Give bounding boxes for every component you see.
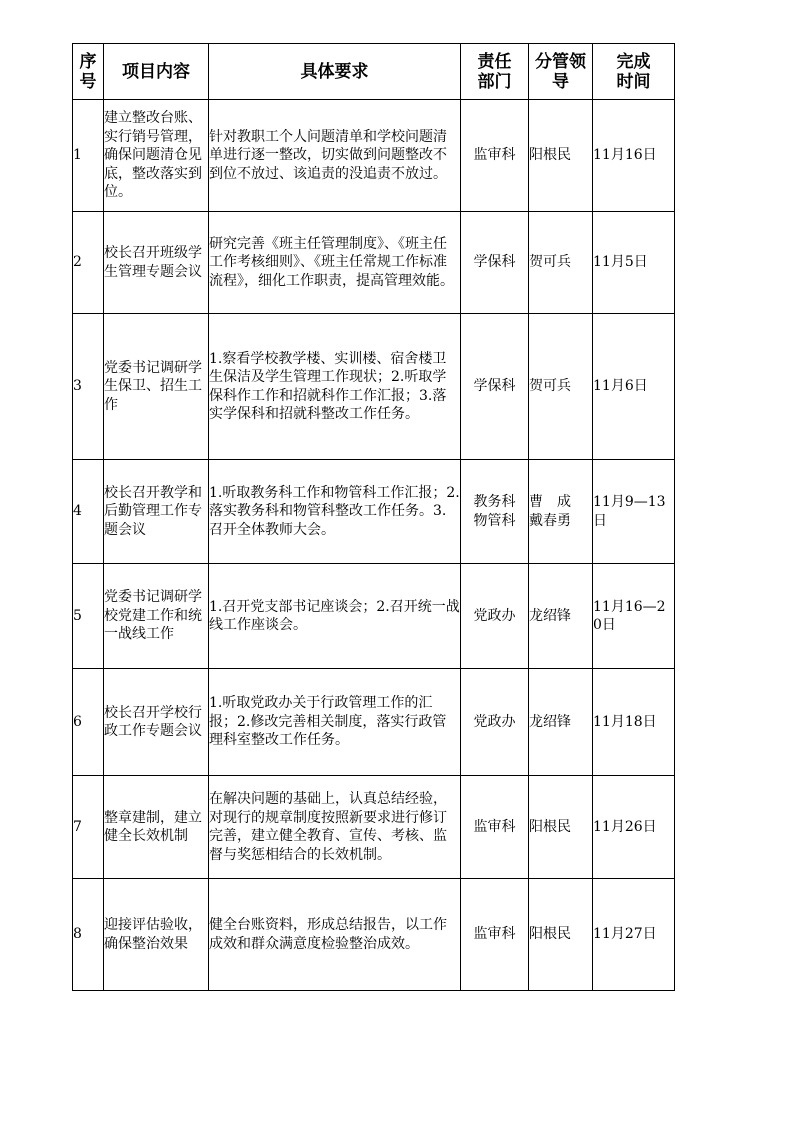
table-row: [73, 879, 675, 991]
header-leader: 分管领导: [529, 44, 593, 100]
row-item: 整章建制，建立健全长效机制: [104, 776, 209, 879]
leader-name: 阳根民: [529, 818, 571, 835]
row-leader: [529, 564, 593, 669]
row-seq: 4: [73, 460, 104, 564]
row-requirement: 研究完善《班主任管理制度》、《班主任工作考核细则》、《班主任常规工作标准流程》，细化工作职责，提高管理效能。: [209, 212, 461, 314]
row-leader: [529, 314, 593, 460]
leader-name: 阳根民: [529, 147, 571, 164]
leader-name: 龙绍锋: [529, 607, 571, 624]
row-deadline: 11月16—20日: [593, 564, 675, 669]
table-row: [73, 460, 675, 564]
row-deadline: 11月18日: [593, 669, 675, 776]
row-leader: [529, 212, 593, 314]
row-seq: 7: [73, 776, 104, 879]
table-row: [73, 314, 675, 460]
row-seq: 2: [73, 212, 104, 314]
row-leader: [529, 776, 593, 879]
row-leader: [529, 460, 593, 564]
table-row: [73, 100, 675, 212]
leader-name: 贺可兵: [529, 254, 571, 271]
row-requirement: 健全台账资料，形成总结报告，以工作成效和群众满意度检验整治成效。: [209, 879, 461, 991]
leader-name: 曹 成: [529, 494, 571, 510]
row-item: 校长召开学校行政工作专题会议: [104, 669, 209, 776]
row-deadline: 11月27日: [593, 879, 675, 991]
row-seq: 1: [73, 100, 104, 212]
row-seq: 5: [73, 564, 104, 669]
row-item: 建立整改台账、实行销号管理，确保问题清仓见底，整改落实到位。: [104, 100, 209, 212]
rectification-task-table: [72, 43, 675, 991]
row-requirement: 1.听取教务科工作和物管科工作汇报；2.落实教务科和物管科整改工作任务。3.召开全体教师大会。: [209, 460, 461, 564]
row-requirement: 针对教职工个人问题清单和学校问题清单进行逐一整改，切实做到问题整改不到位不放过、该追责的没追责不放过。: [209, 100, 461, 212]
header-deadline: 完成时间: [593, 44, 675, 100]
leader-name: 贺可兵: [529, 378, 571, 395]
header-seq: 序号: [73, 44, 104, 100]
row-seq: 6: [73, 669, 104, 776]
row-deadline: 11月5日: [593, 212, 675, 314]
row-seq: 3: [73, 314, 104, 460]
header-item: 项目内容: [104, 44, 209, 100]
row-department: 学保科: [461, 212, 529, 314]
table-row: [73, 564, 675, 669]
header-requirement: 具体要求: [209, 44, 461, 100]
row-department: 教务科物管科: [461, 460, 529, 564]
row-deadline: 11月9—13日: [593, 460, 675, 564]
row-department: 监审科: [461, 100, 529, 212]
row-deadline: 11月6日: [593, 314, 675, 460]
row-seq: 8: [73, 879, 104, 991]
row-requirement: 1.召开党支部书记座谈会；2.召开统一战线工作座谈会。: [209, 564, 461, 669]
row-department: 监审科: [461, 879, 529, 991]
row-requirement: 在解决问题的基础上，认真总结经验，对现行的规章制度按照新要求进行修订完善，建立健全教育、宣传、考核、监督与奖惩相结合的长效机制。: [209, 776, 461, 879]
row-item: 校长召开教学和后勤管理工作专题会议: [104, 460, 209, 564]
table-row: [73, 776, 675, 879]
table-row: [73, 669, 675, 776]
row-item: 党委书记调研学生保卫、招生工作: [104, 314, 209, 460]
row-item: 校长召开班级学生管理专题会议: [104, 212, 209, 314]
row-requirement: 1.察看学校教学楼、实训楼、宿舍楼卫生保洁及学生管理工作现状；2.听取学保科作工作和招就科作工作汇报；3.落实学保科和招就科整改工作任务。: [209, 314, 461, 460]
leader-name: 龙绍锋: [529, 713, 571, 730]
row-deadline: 11月26日: [593, 776, 675, 879]
row-leader: [529, 100, 593, 212]
row-department: 监审科: [461, 776, 529, 879]
leader-name: 阳根民: [529, 926, 571, 943]
row-department: 学保科: [461, 314, 529, 460]
row-leader: [529, 879, 593, 991]
row-requirement: 1.听取党政办关于行政管理工作的汇报；2.修改完善相关制度，落实行政管理科室整改工作任务。: [209, 669, 461, 776]
header-department: 责任部门: [461, 44, 529, 100]
row-department: 党政办: [461, 564, 529, 669]
row-deadline: 11月16日: [593, 100, 675, 212]
row-item: 党委书记调研学校党建工作和统一战线工作: [104, 564, 209, 669]
leader-name: 戴春勇: [529, 512, 571, 529]
header-row: [73, 44, 675, 100]
row-item: 迎接评估验收，确保整治效果: [104, 879, 209, 991]
row-department: 党政办: [461, 669, 529, 776]
row-leader: [529, 669, 593, 776]
table-row: [73, 212, 675, 314]
